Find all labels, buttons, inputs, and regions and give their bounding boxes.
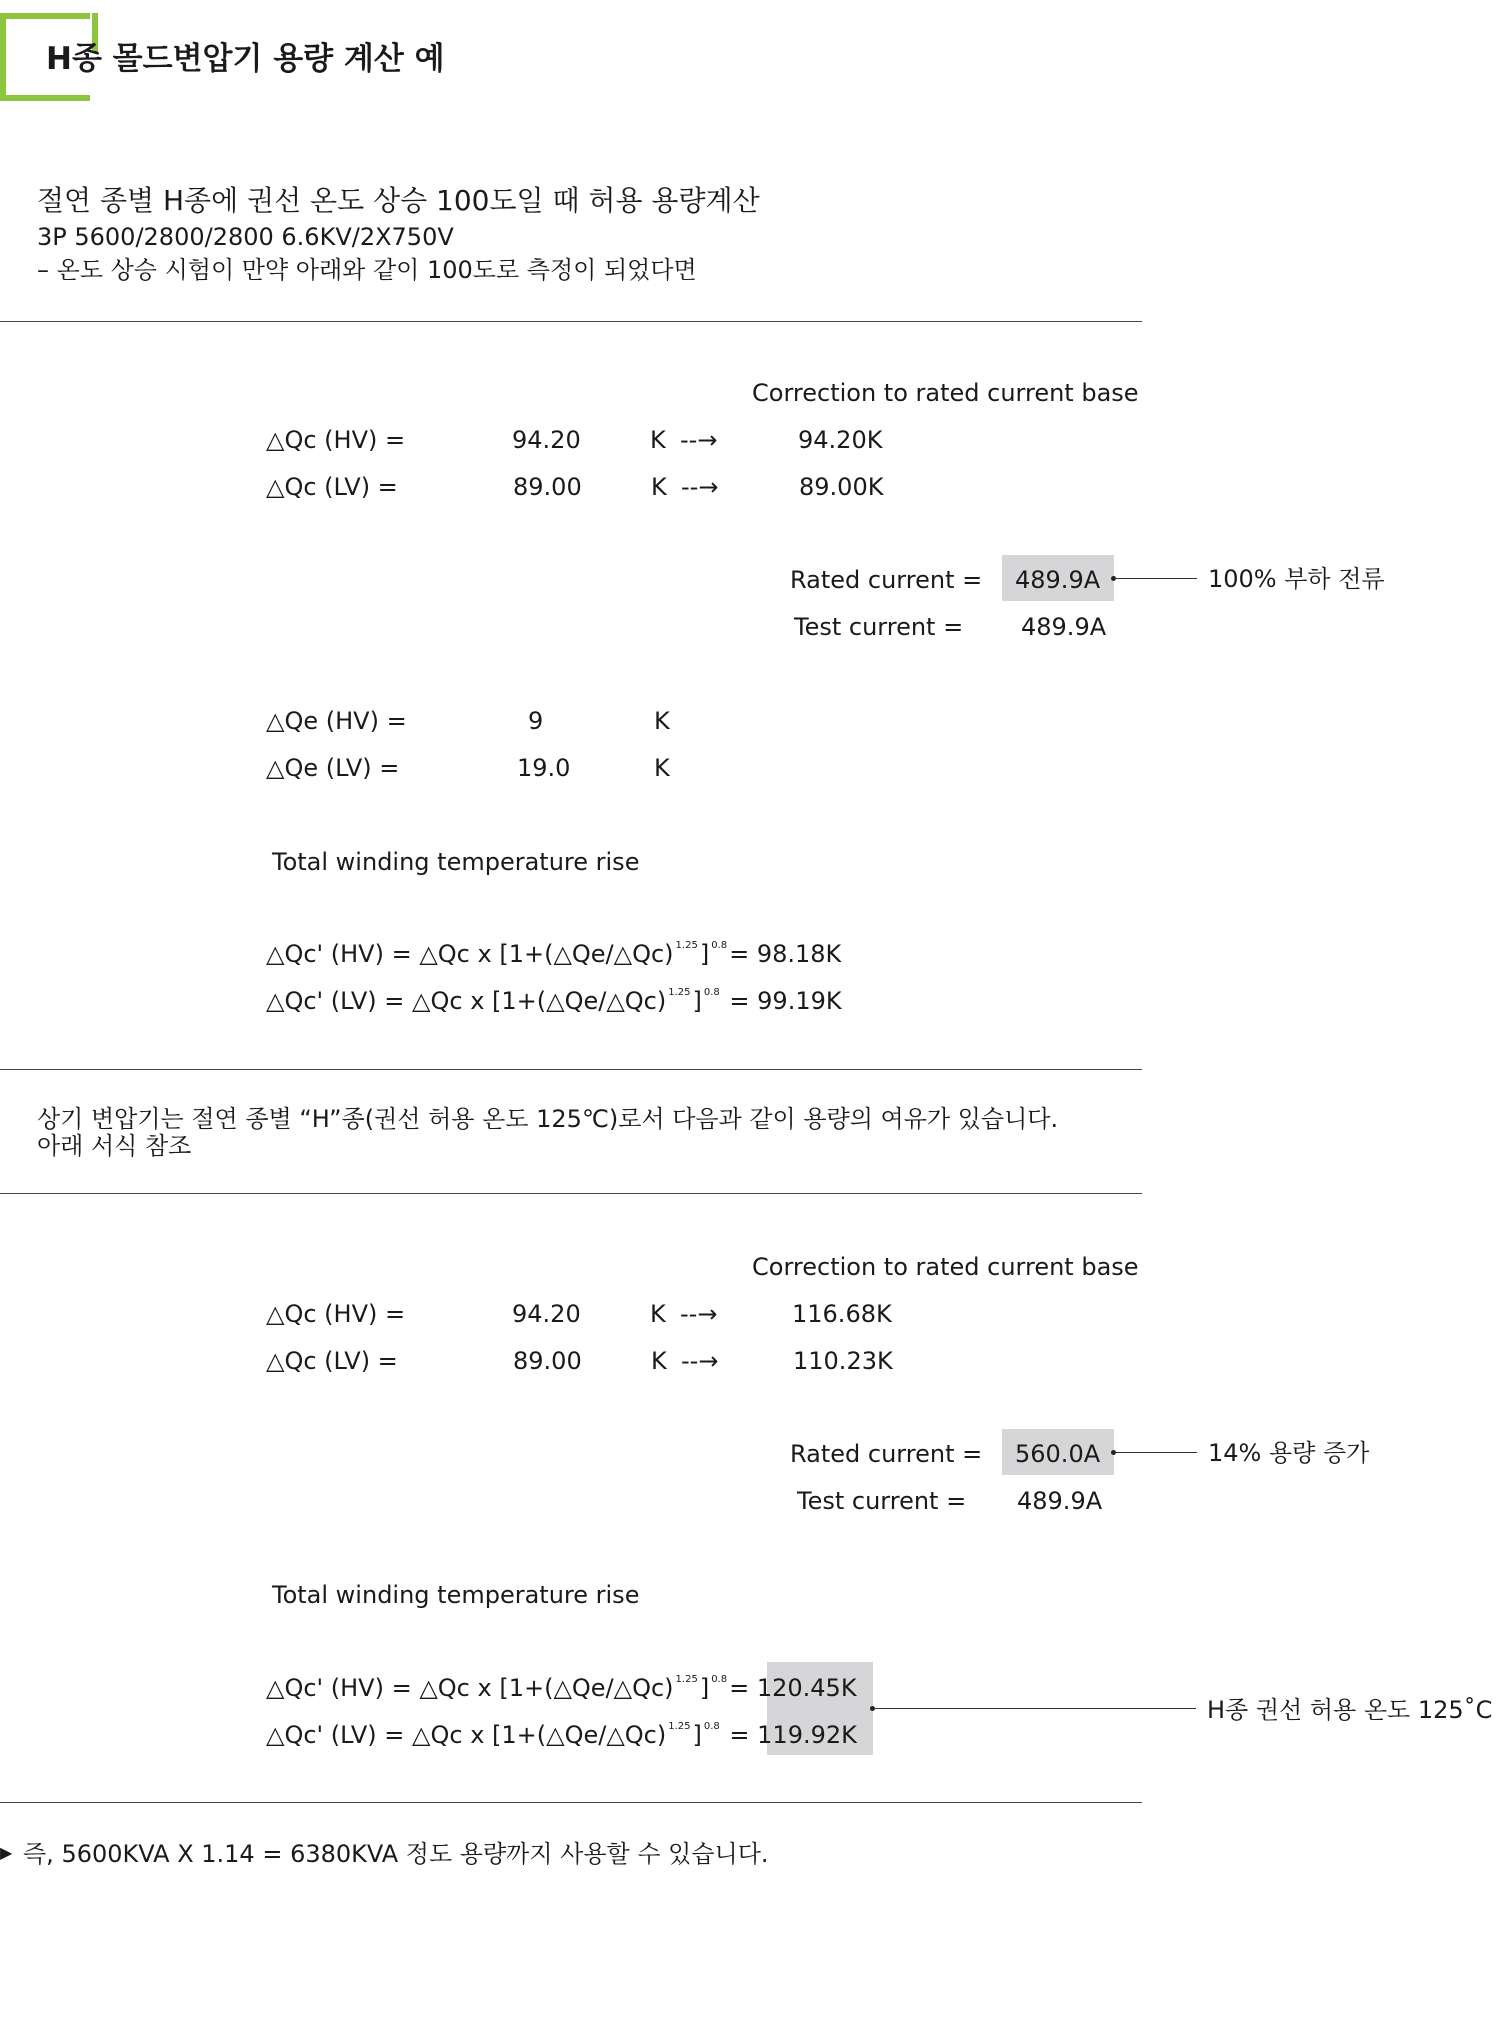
formula-lv-exp1-1: 1.25 bbox=[668, 987, 691, 998]
page-title: H종 몰드변압기 용량 계산 예 bbox=[46, 41, 445, 77]
divider-4 bbox=[0, 1802, 1142, 1803]
qc-hv-label-1: △Qc (HV) = bbox=[266, 426, 406, 454]
formula-lv-exp1-2: 1.25 bbox=[668, 1721, 691, 1732]
formula-hv-eq-2: = bbox=[729, 1674, 757, 1702]
qc-hv-arrow-1: --→ bbox=[680, 426, 718, 454]
intro-line-3: – 온도 상승 시험이 만약 아래와 같이 100도로 측정이 되었다면 bbox=[37, 256, 697, 284]
formula-hv-lhs-2: △Qc' (HV) = bbox=[266, 1674, 420, 1702]
test-current-label-2: Test current = bbox=[797, 1487, 967, 1515]
test-current-label-1: Test current = bbox=[794, 613, 964, 641]
rated-current-label-2: Rated current = bbox=[790, 1440, 983, 1468]
qe-hv-label: △Qe (HV) = bbox=[266, 707, 407, 735]
rated-current-value-1: 489.9A bbox=[1015, 566, 1101, 594]
rated-note-1: 100% 부하 전류 bbox=[1208, 565, 1385, 593]
leader-line-3 bbox=[874, 1708, 1196, 1709]
qc-lv-label-1: △Qc (LV) = bbox=[266, 473, 398, 501]
conclusion-text: 즉, 5600KVA X 1.14 = 6380KVA 정도 용량까지 사용할 수 있습니다. bbox=[23, 1840, 769, 1868]
formula-hv-exp2-1: 0.8 bbox=[711, 940, 728, 951]
formula-hv-expr-2: △Qc x [1+(△Qe/△Qc) bbox=[419, 1674, 674, 1702]
formula-lv-exp2-1: 0.8 bbox=[703, 987, 720, 998]
qc-lv-unit-1: K bbox=[651, 473, 667, 501]
total-winding-title-1: Total winding temperature rise bbox=[272, 848, 640, 876]
formula-hv-2 bbox=[266, 1675, 857, 1700]
formula-lv-1 bbox=[266, 988, 842, 1013]
leader-line-1 bbox=[1115, 578, 1197, 579]
formula-lv-expr-1: △Qc x [1+(△Qe/△Qc) bbox=[412, 987, 667, 1015]
formula-lv-result-2: 119.92K bbox=[757, 1721, 857, 1749]
test-current-value-2: 489.9A bbox=[1017, 1487, 1103, 1515]
qc-lv-corrected-1: 89.00K bbox=[799, 473, 884, 501]
formula-lv-2 bbox=[266, 1722, 857, 1747]
formula-lv-expr-2: △Qc x [1+(△Qe/△Qc) bbox=[412, 1721, 667, 1749]
qc-lv-label-2: △Qc (LV) = bbox=[266, 1347, 398, 1375]
formula-hv-exp1-2: 1.25 bbox=[675, 1674, 698, 1685]
qc-hv-label-2: △Qc (HV) = bbox=[266, 1300, 406, 1328]
note-line-2: 아래 서식 참조 bbox=[37, 1132, 192, 1160]
test-current-value-1: 489.9A bbox=[1021, 613, 1107, 641]
formula-hv-result-1: = 98.18K bbox=[729, 940, 842, 968]
formula-hv-lhs-1: △Qc' (HV) = bbox=[266, 940, 420, 968]
correction-header-2: Correction to rated current base bbox=[752, 1253, 1139, 1281]
rated-current-label-1: Rated current = bbox=[790, 566, 983, 594]
qc-lv-unit-2: K bbox=[651, 1347, 667, 1375]
formula-lv-lhs-1: △Qc' (LV) = bbox=[266, 987, 413, 1015]
formula-lv-result-1: = 99.19K bbox=[721, 987, 842, 1015]
formula-hv-result-2: 120.45K bbox=[756, 1674, 857, 1702]
correction-header-1: Correction to rated current base bbox=[752, 379, 1139, 407]
qc-hv-value-1: 94.20 bbox=[512, 426, 581, 454]
qc-hv-value-2: 94.20 bbox=[512, 1300, 581, 1328]
qc-lv-value-2: 89.00 bbox=[513, 1347, 582, 1375]
qc-hv-unit-2: K bbox=[650, 1300, 666, 1328]
formula-hv-1 bbox=[266, 941, 841, 966]
qe-lv-unit: K bbox=[654, 754, 670, 782]
formula-hv-close-2: ] bbox=[699, 1674, 710, 1702]
formula-note-2: H종 권선 허용 온도 125˚C bbox=[1207, 1696, 1493, 1724]
intro-line-2: 3P 5600/2800/2800 6.6KV/2X750V bbox=[37, 223, 454, 251]
total-winding-title-2: Total winding temperature rise bbox=[272, 1581, 640, 1609]
formula-lv-eq-2: = bbox=[721, 1721, 758, 1749]
qe-hv-value: 9 bbox=[528, 707, 544, 735]
qc-lv-corrected-2: 110.23K bbox=[793, 1347, 893, 1375]
qc-hv-corrected-2: 116.68K bbox=[792, 1300, 892, 1328]
formula-hv-close-1: ] bbox=[699, 940, 710, 968]
qe-hv-unit: K bbox=[654, 707, 670, 735]
qc-hv-arrow-2: --→ bbox=[680, 1300, 718, 1328]
conclusion-bullet-icon: ▶ bbox=[0, 1843, 13, 1862]
qe-lv-value: 19.0 bbox=[517, 754, 571, 782]
qe-lv-label: △Qe (LV) = bbox=[266, 754, 400, 782]
divider-1 bbox=[0, 321, 1142, 322]
formula-lv-close-1: ] bbox=[692, 987, 702, 1015]
qc-hv-unit-1: K bbox=[650, 426, 666, 454]
leader-line-2 bbox=[1115, 1452, 1197, 1453]
qc-lv-arrow-1: --→ bbox=[681, 473, 719, 501]
formula-hv-expr-1: △Qc x [1+(△Qe/△Qc) bbox=[419, 940, 674, 968]
divider-2 bbox=[0, 1069, 1142, 1070]
divider-3 bbox=[0, 1193, 1142, 1194]
note-line-1: 상기 변압기는 절연 종별 “H”종(권선 허용 온도 125℃)로서 다음과 같이 용량의 여유가 있습니다. bbox=[37, 1105, 1059, 1133]
qc-lv-arrow-2: --→ bbox=[681, 1347, 719, 1375]
intro-line-1: 절연 종별 H종에 권선 온도 상승 100도일 때 허용 용량계산 bbox=[37, 184, 760, 217]
formula-hv-exp2-2: 0.8 bbox=[711, 1674, 728, 1685]
formula-hv-exp1-1: 1.25 bbox=[675, 940, 698, 951]
formula-lv-close-2: ] bbox=[692, 1721, 702, 1749]
formula-lv-lhs-2: △Qc' (LV) = bbox=[266, 1721, 413, 1749]
rated-note-2: 14% 용량 증가 bbox=[1208, 1439, 1370, 1467]
formula-lv-exp2-2: 0.8 bbox=[703, 1721, 720, 1732]
qc-hv-corrected-1: 94.20K bbox=[798, 426, 883, 454]
rated-current-value-2: 560.0A bbox=[1015, 1440, 1101, 1468]
qc-lv-value-1: 89.00 bbox=[513, 473, 582, 501]
